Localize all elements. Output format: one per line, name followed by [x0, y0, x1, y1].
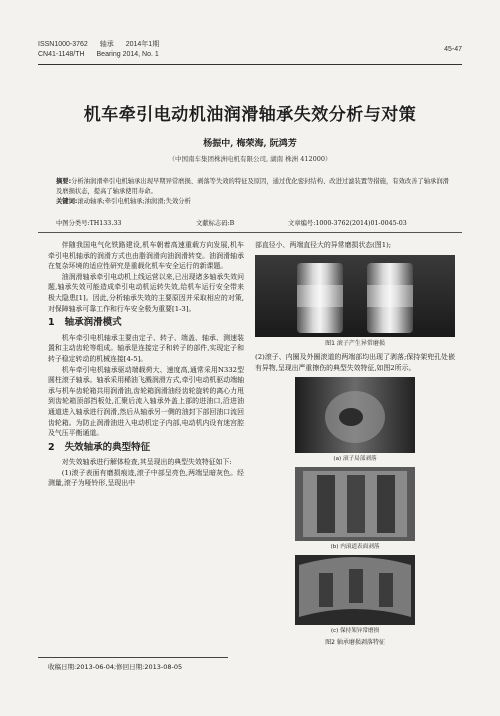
figure-1-caption: 图1 滚子产生异常磨损 — [325, 339, 385, 347]
figure-2b-caption: (b) 内滚道表面剥落 — [330, 543, 380, 550]
section-1-title: 轴承润滑模式 — [64, 317, 122, 329]
roller-wear-image — [255, 255, 455, 337]
right-paragraph-1: 部直径小、两端直径大的异常磨损状态(图1); — [255, 241, 392, 249]
figure-2a-caption: (a) 滚子局部剥落 — [333, 456, 377, 463]
figure-2c-caption: (c) 保持架异常磨损 — [330, 627, 380, 634]
header-rule — [38, 64, 462, 65]
intro-paragraph-2: 油润滑轴承牵引电动机上线运营以来,已出现诸多轴承失效问题,轴承失效可能造成牵引电动机运转失效,给机车运行安全带来极大隐患[1]。因此,分析轴承失效的主要原因并采取相应的对策,对保障轴承可靠工作和行车安全极为重要[1-3]。 — [48, 272, 244, 313]
section-1-heading — [48, 318, 244, 329]
abstract-block — [56, 177, 451, 207]
section-1-number: 1 — [48, 317, 55, 329]
header-line-1 — [38, 40, 462, 50]
article-title: 机车牵引电动机油润滑轴承失效分析与对策 — [83, 105, 417, 125]
page-range: 45-47 — [444, 46, 462, 53]
document-code: 文献标志码:B — [196, 220, 235, 227]
footnote-rule — [38, 657, 228, 658]
journal-name-cn: 轴承 — [99, 41, 114, 48]
left-column — [48, 240, 244, 489]
intro-paragraph-1: 伴随我国电气化铁路建设,机车朝着高速重载方向发展,机车牵引电机轴承的润滑方式也由脂润滑向油润滑转变。油润滑轴承在复杂环境的适应性研究是重载化机车安全运行的新课题。 — [48, 241, 244, 271]
section-1-paragraph-2: 机车牵引电机轴承驱动端载荷大、速度高,通常采用N332型圆柱滚子轴承。轴承采用稀油飞溅润滑方式,牵引电动机驱动端轴承与机车齿轮箱共用润滑油,齿轮箱润滑油经齿轮旋转的离心力甩到齿轮箱顶部挡板处,汇聚后流入轴承外盖上部的进油口,沿进油通道进入轴承进行润滑,然后从轴承另一侧的油封下部回油口流回齿轮箱。为防止润滑油进入电动机定子内部,电动机内设有迷宫腔及气压平衡通道。 — [48, 365, 244, 438]
running-header — [38, 40, 462, 60]
right-paragraph-2: (2)滚子、内圈及外圈滚道的两端部均出现了剥落;保持架兜孔处嵌有异物,呈现出严重擦伤的典型失效特征,如图2所示。 — [255, 353, 455, 372]
section-2-number: 2 — [48, 441, 55, 453]
article-affiliation: （中国南车集团株洲电机有限公司, 湖南 株洲 412000） — [168, 155, 332, 163]
issue-cn: 2014年1期 — [125, 41, 160, 48]
abstract-rule — [38, 232, 462, 233]
classification-row — [56, 218, 451, 227]
section-2-paragraph-2: (1)滚子表面有磨损痕迹,滚子中部呈亮色,两端呈暗灰色。经测量,滚子为哑铃形,呈现出中 — [48, 468, 244, 488]
figure-1-photo — [255, 255, 455, 337]
section-1-paragraph-1: 机车牵引电机轴承主要由定子、转子、端盖、轴承、测速装置和主动齿轮等组成。轴承是连接定子和转子的部件,实现定子和转子稳定转动的机械连接[4-5]。 — [48, 333, 244, 363]
abstract-label: 摘要: — [56, 178, 72, 185]
abstract — [56, 177, 451, 197]
figure-2b-photo — [255, 467, 455, 541]
figure-2c-photo — [255, 555, 455, 625]
section-2-heading — [48, 443, 244, 454]
keywords-text: 滚动轴承;牵引电机轴承;油润滑;失效分析 — [77, 198, 191, 205]
issn: ISSN1000-3762 — [38, 41, 88, 48]
article-number: 文章编号:1000-3762(2014)01-0045-03 — [288, 220, 407, 227]
abstract-text: 分析油润滑牵引电机轴承出现早期异常磨损、剥落等失效的特征及原因，通过优化密封结构、改进过滤装置等措施，有效改善了轴承润滑及磨损状态，提高了轴承使用寿命。 — [56, 178, 449, 195]
raceway-spalling-image — [255, 467, 455, 541]
section-2-paragraph-1: 对失效轴承进行解体检查,其呈现出的典型失效特征如下: — [61, 458, 232, 467]
roller-spalling-image — [255, 377, 455, 453]
clc-number: 中图分类号:TH133.33 — [56, 220, 122, 227]
figure-2-caption: 图2 轴承磨损剥落特征 — [325, 639, 385, 647]
keywords — [56, 197, 451, 207]
section-2-title: 失效轴承的典型特征 — [64, 441, 151, 453]
cn-number: CN41-1148/TH — [38, 51, 85, 58]
journal-name-en: Bearing 2014, No. 1 — [96, 51, 159, 58]
keywords-label: 关键词: — [56, 198, 78, 205]
cage-wear-image — [255, 555, 455, 625]
header-line-2 — [38, 50, 462, 60]
footnote-received: 收稿日期:2013-06-04;修回日期:2013-08-05 — [48, 663, 183, 671]
right-column — [255, 240, 455, 652]
figure-2a-photo — [255, 377, 455, 453]
article-authors: 杨振中, 梅荣海, 阮鸿芳 — [203, 139, 297, 149]
